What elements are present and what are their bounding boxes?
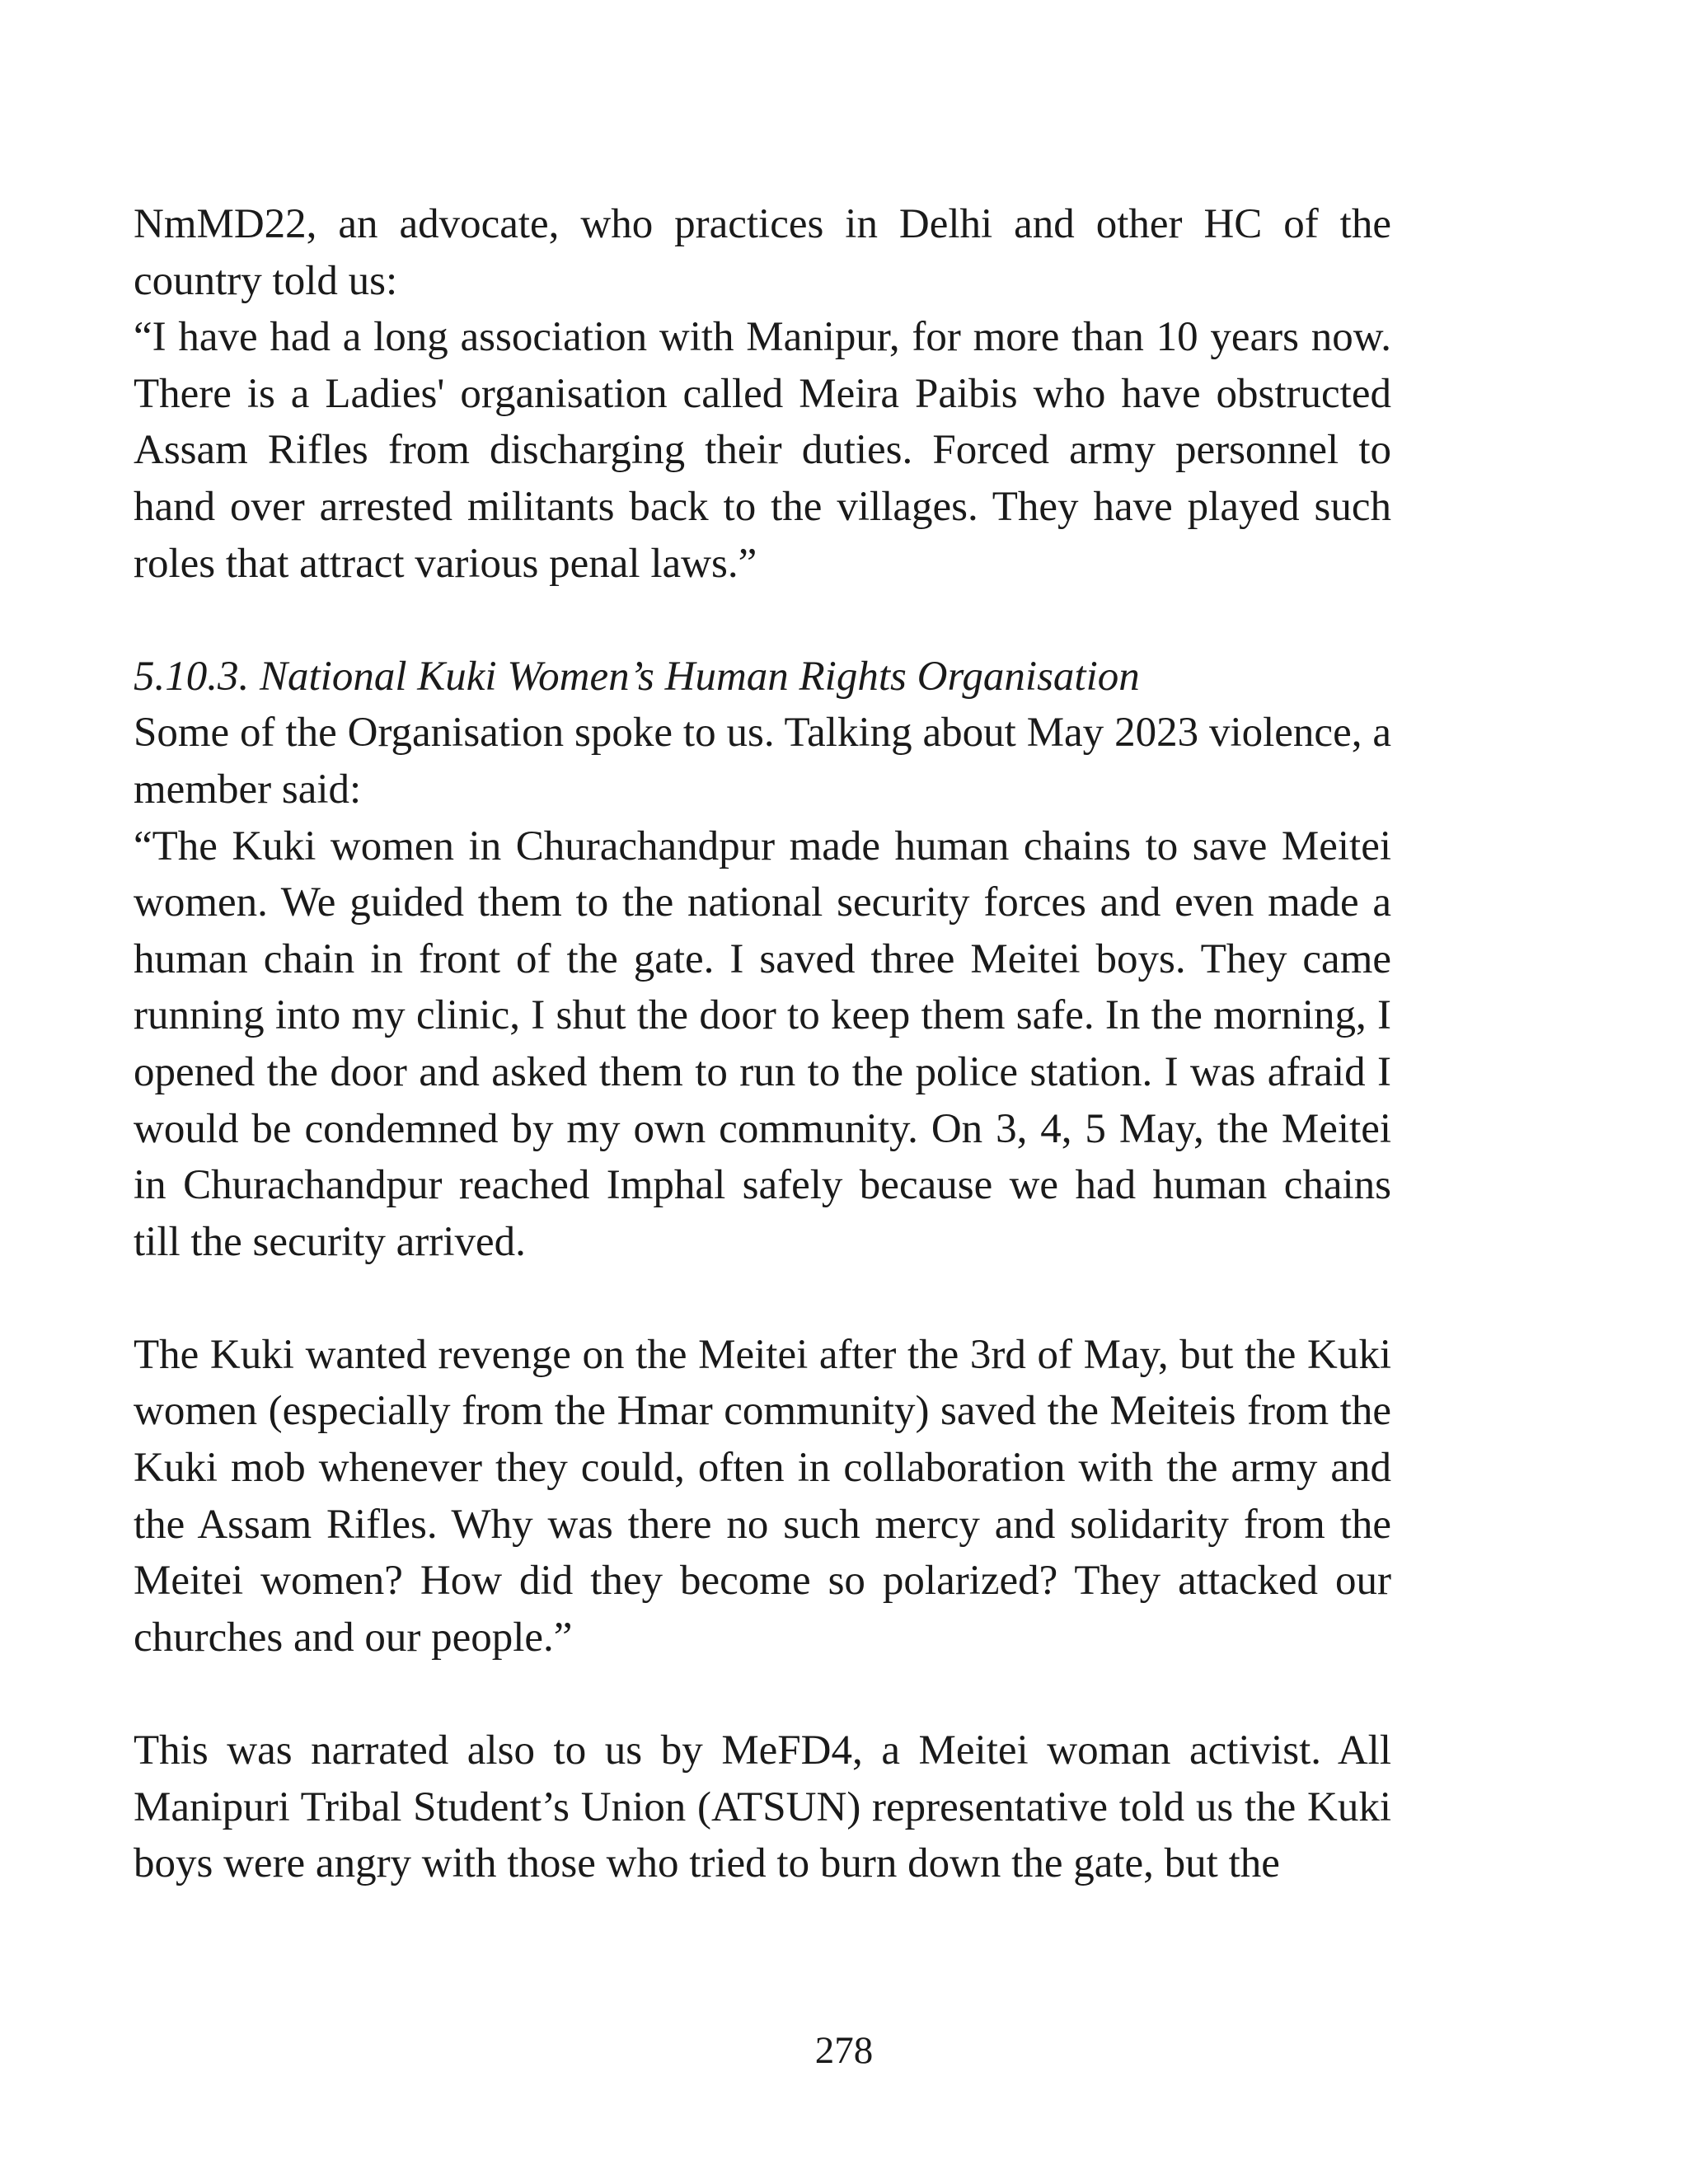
member-quote-paragraph-1: “The Kuki women in Churachandpur made human chains to save Meitei women. We guided them to the national security forces and even made a human chain in front of the gate. I saved three Meitei boys. They came running into my clinic, I shut the door to keep them safe. In the morning, I opened the door and asked them to run to the police station. I was afraid I would be condemned by my own community. On 3, 4, 5 May, the Meitei in Churachandpur reached Imphal safely because we had human chains till the security arrived.: [134, 823, 1391, 1265]
advocate-intro-paragraph: NmMD22, an advocate, who practices in Delhi and other HC of the country told us:: [134, 201, 1391, 304]
advocate-quote-paragraph: “I have had a long association with Manipur, for more than 10 years now. There is a Ladies' organisation called Meira Paibis who have obstructed Assam Rifles from discharging their duties. Forced army personnel to hand over arrested militants back to the villages. They have played such roles that attract various penal laws.”: [134, 314, 1391, 587]
member-quote-paragraph-2: The Kuki wanted revenge on the Meitei after the 3rd of May, but the Kuki women (especially from the Hmar community) saved the Meiteis from the Kuki mob whenever they could, often in collaboration with the army and the Assam Rifles. Why was there no such mercy and solidarity from the Meitei women? How did they become so polarized? They attacked our churches and our people.”: [134, 1331, 1391, 1661]
page-body: [134, 196, 1391, 1892]
organisation-intro-paragraph: Some of the Organisation spoke to us. Talking about May 2023 violence, a member said:: [134, 710, 1391, 813]
closing-paragraph: This was narrated also to us by MeFD4, a Meitei woman activist. All Manipuri Tribal Student’s Union (ATSUN) representative told us the Kuki boys were angry with those who tried to burn down the gate, but the: [134, 1727, 1391, 1887]
section-heading: 5.10.3. National Kuki Women’s Human Rights Organisation: [134, 653, 1140, 700]
page-number: 278: [814, 2029, 874, 2072]
